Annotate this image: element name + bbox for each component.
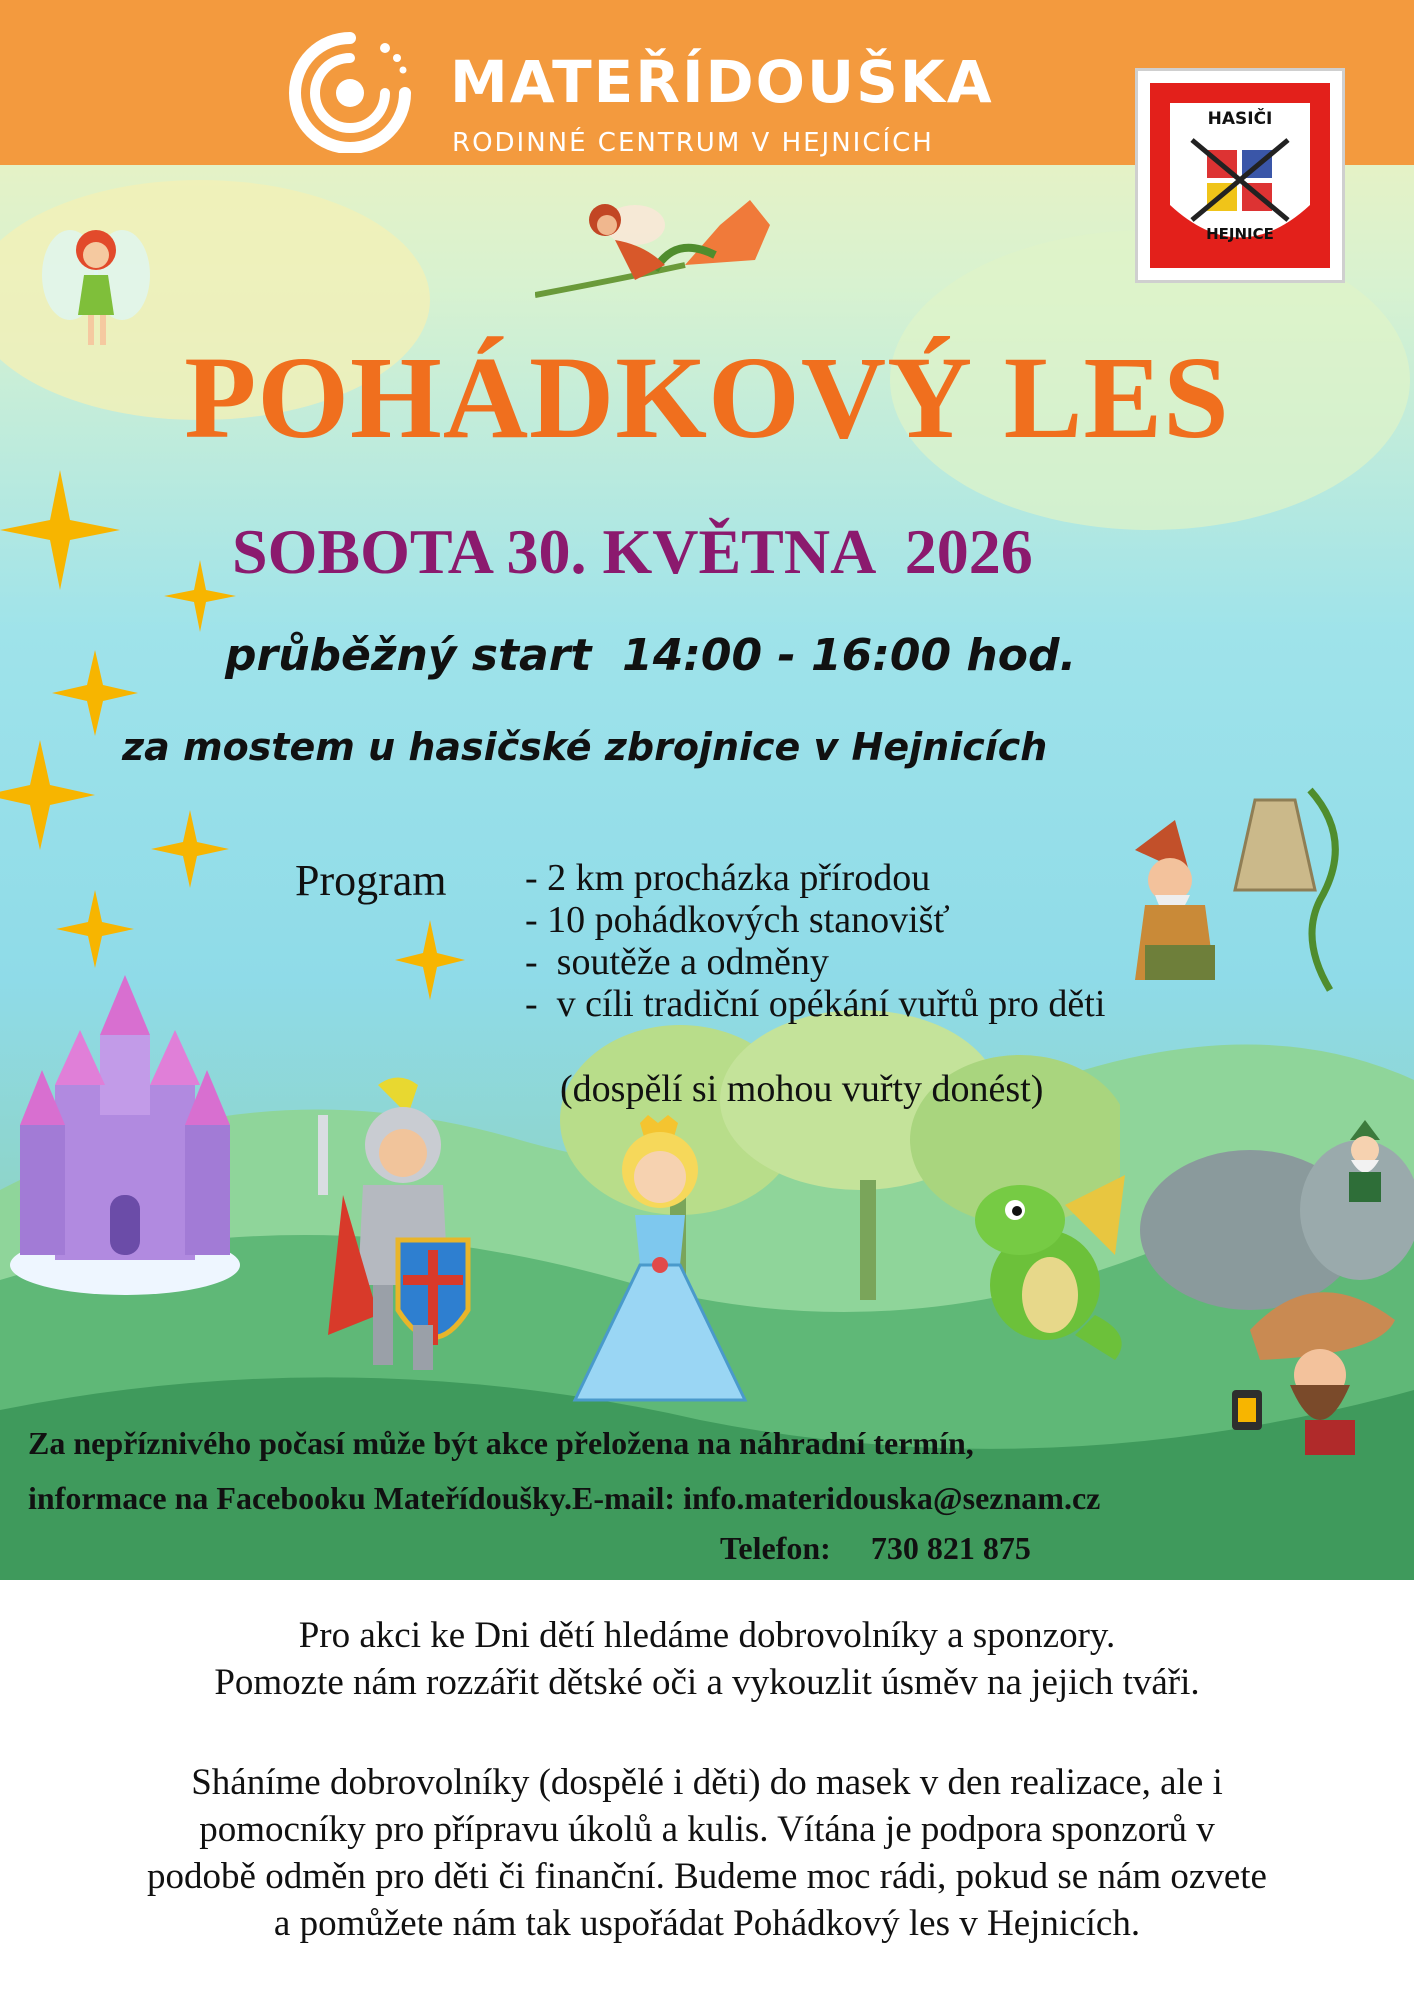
badge-frame: [1150, 83, 1330, 268]
appeal-line: pomocníky pro přípravu úkolů a kulis. Vítána je podpora sponzorů v: [199, 1809, 1215, 1850]
castle-icon: [10, 975, 240, 1295]
weather-notice: Za nepříznivého počasí může být akce přeložena na náhradní termín,: [28, 1425, 974, 1461]
flying-fairy-icon: [535, 185, 785, 325]
program-item: - 2 km procházka přírodou: [525, 857, 931, 899]
event-time: průběžný start 14:00 - 16:00 hod.: [225, 630, 1077, 681]
event-date: SOBOTA 30. KVĚTNA 2026: [232, 516, 1033, 587]
appeal-line: Pomozte nám rozzářit dětské oči a vykouzlit úsměv na jejich tváři.: [214, 1662, 1200, 1703]
program-item: - v cíli tradiční opékání vuřtů pro děti: [525, 983, 1106, 1025]
program-item: - soutěže a odměny: [525, 941, 829, 983]
contact-phone: Telefon: 730 821 875: [720, 1530, 1031, 1566]
appeal-line: a pomůžete nám tak uspořádat Pohádkový les v Hejnicích.: [273, 1903, 1141, 1944]
brand-subtitle: RODINNÉ CENTRUM V HEJNICÍCH: [452, 128, 934, 158]
firefighter-badge: [1135, 68, 1345, 283]
event-place: za mostem u hasičské zbrojnice v Hejnicích: [122, 725, 1048, 769]
dragon-icon: [955, 1165, 1135, 1365]
appeal-line: podobě odměn pro děti či finanční. Budeme moc rádi, pokud se nám ozvete: [147, 1856, 1267, 1897]
star-icon: [395, 920, 465, 1000]
program-item-continuation: (dospělí si mohou vuřty donést): [560, 1068, 1044, 1110]
spiral-logo-icon: [285, 28, 415, 153]
badge-bottom-text: HEJNICE: [1206, 225, 1274, 243]
princess-icon: [570, 1115, 750, 1405]
knight-icon: [318, 1075, 488, 1385]
appeal-line: Pro akci ke Dni dětí hledáme dobrovolníky a sponzory.: [298, 1615, 1116, 1656]
program-label: Program: [295, 856, 447, 905]
program-item: - 10 pohádkových stanovišť: [525, 899, 950, 941]
gnome-with-bell-icon: [1130, 780, 1360, 1010]
program-list: [525, 857, 1105, 1025]
appeal-line: Sháníme dobrovolníky (dospělé i děti) do masek v den realizace, ale i: [191, 1762, 1223, 1803]
mushroom-gnome-icon: [1230, 1280, 1405, 1460]
brand-name: MATEŘÍDOUŠKA: [450, 48, 994, 116]
badge-top-text: HASIČI: [1207, 109, 1273, 129]
contact-info: informace na Facebooku Mateřídoušky.E-mail: info.materidouska@seznam.cz: [28, 1480, 1101, 1516]
dwarf-icon: [1335, 1120, 1395, 1210]
paragraph-gap: [0, 1706, 1414, 1759]
event-title: POHÁDKOVÝ LES: [184, 332, 1230, 463]
volunteer-appeal: [0, 1612, 1414, 1947]
